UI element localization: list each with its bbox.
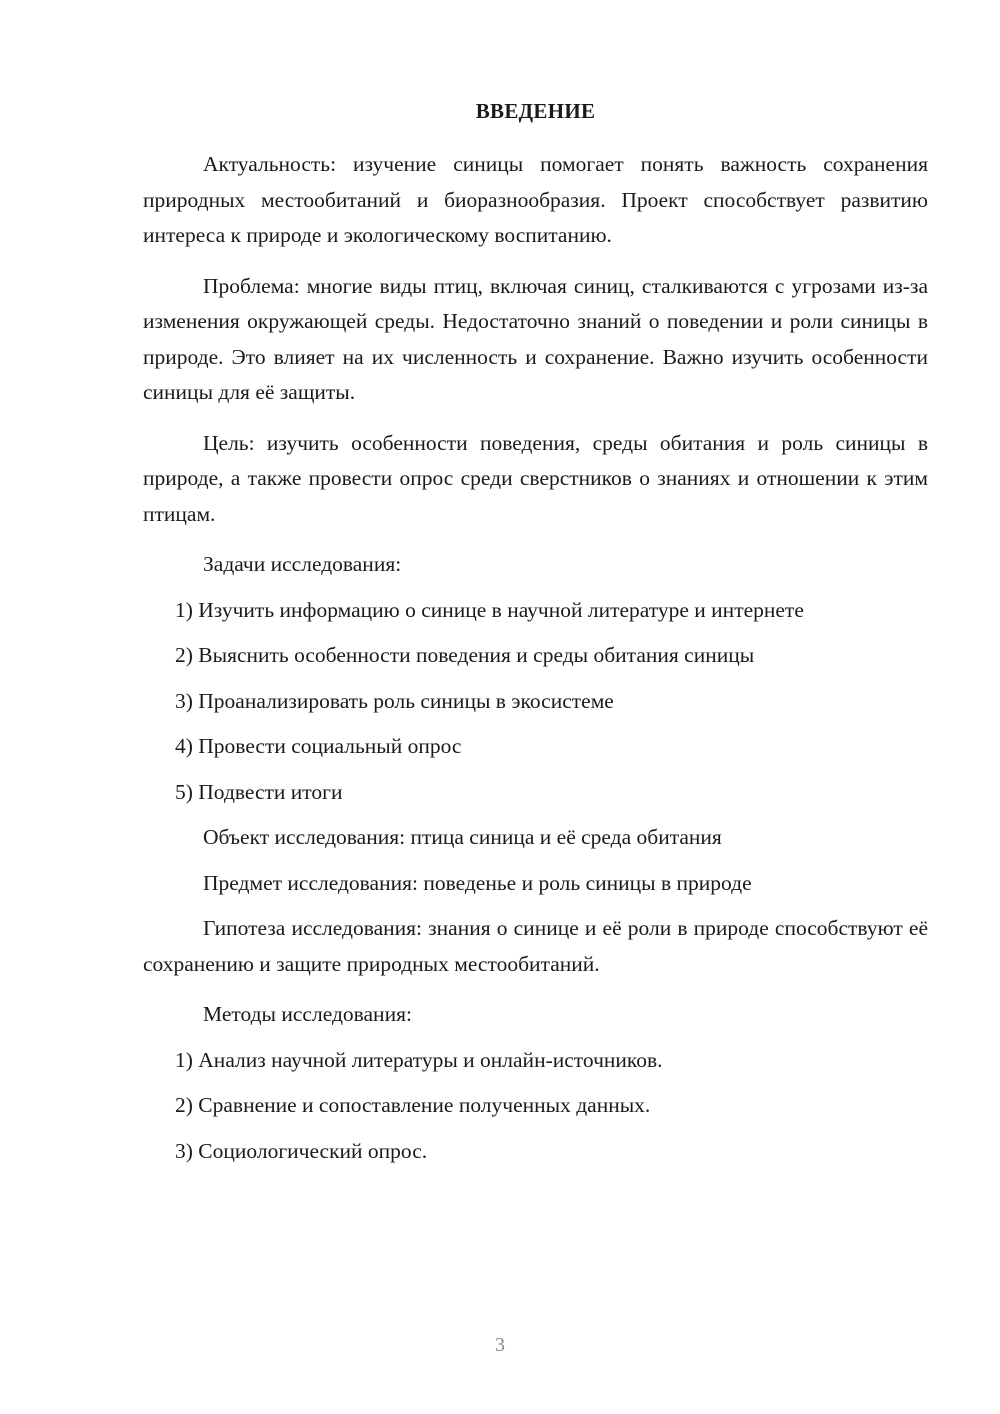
relevance-paragraph: Актуальность: изучение синицы помогает понять важность сохранения природных местообитаний и биоразнообразия. Проект способствует развитию интереса к природе и экологическому воспитанию.	[143, 152, 928, 247]
section-heading: ВВЕДЕНИЕ	[475, 99, 596, 123]
task-item: 4) Провести социальный опрос	[175, 734, 462, 758]
methods-title: Методы исследования:	[203, 1002, 412, 1026]
method-item: 1) Анализ научной литературы и онлайн-источников.	[175, 1047, 663, 1072]
methods-list	[143, 1043, 928, 1170]
goal-paragraph: Цель: изучить особенности поведения, среды обитания и роль синицы в природе, а также провести опрос среди сверстников о знаниях и отношении к этим птицам.	[143, 430, 928, 526]
tasks-list	[143, 593, 928, 811]
object-paragraph: Объект исследования: птица синица и её среда обитания	[203, 825, 722, 849]
task-item: 1) Изучить информацию о синице в научной литературе и интернете	[175, 597, 804, 622]
subject-paragraph: Предмет исследования: поведенье и роль синицы в природе	[203, 870, 752, 895]
method-item: 2) Сравнение и сопоставление полученных данных.	[175, 1093, 651, 1117]
problem-paragraph: Проблема: многие виды птиц, включая синиц, сталкиваются с угрозами из-за изменения окружающей среды. Недостаточно знаний о поведении и роли синицы в природе. Это влияет на их численность и сохранение. Важно изучить особенности синицы для её защиты.	[143, 273, 928, 404]
method-item: 3) Социологический опрос.	[175, 1138, 428, 1163]
tasks-title: Задачи исследования:	[203, 552, 402, 576]
task-item: 3) Проанализировать роль синицы в экосистеме	[175, 688, 614, 713]
page-content	[143, 95, 928, 1179]
hypothesis-paragraph: Гипотеза исследования: знания о синице и её роли в природе способствуют её сохранению и защите природных местообитаний.	[143, 916, 928, 976]
page-number: 3	[495, 1334, 505, 1356]
task-item: 2) Выяснить особенности поведения и среды обитания синицы	[175, 643, 755, 667]
task-item: 5) Подвести итоги	[175, 779, 343, 804]
